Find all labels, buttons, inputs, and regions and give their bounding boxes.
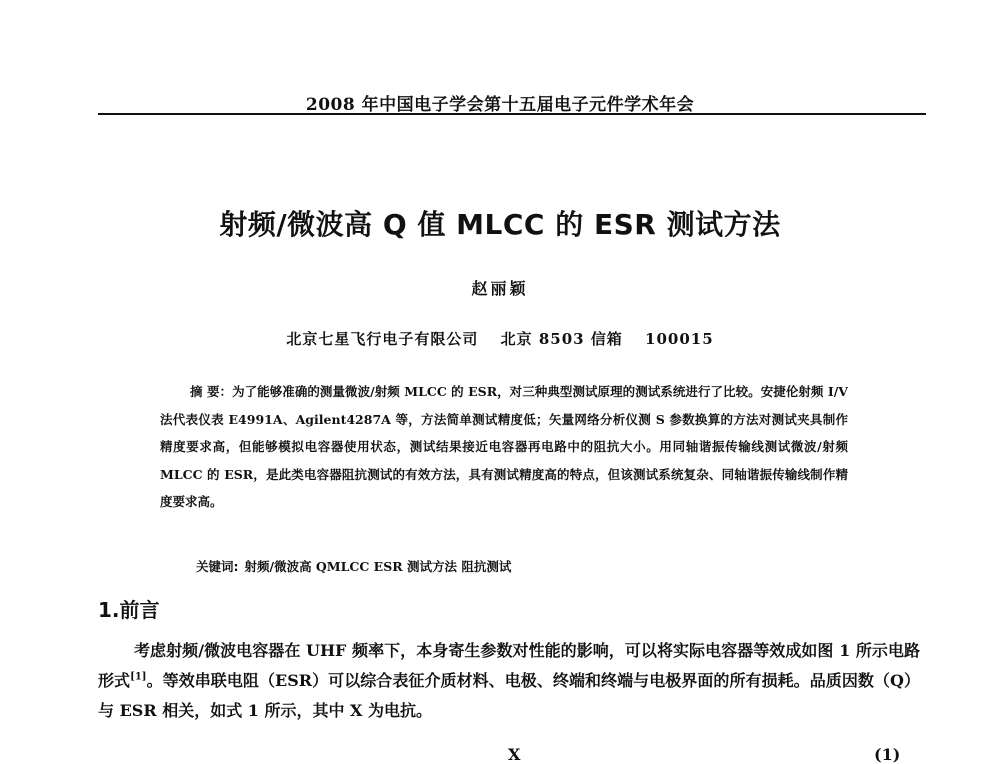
header-rule [98, 113, 926, 115]
body-text-part1: 考虑射频/微波电容器在 UHF 频率下，本身寄生参数对性能的影响，可以将实际电容器等效成如图 1 所示电路形式 [98, 641, 920, 690]
body-paragraph [98, 636, 920, 726]
affiliation-organization: 北京七星飞行电子有限公司 [286, 330, 479, 348]
section-heading: 1.前言 [98, 598, 160, 622]
keywords [196, 557, 511, 577]
abstract-text: 为了能够准确的测量微波/射频 MLCC 的 ESR，对三种典型测试原理的测试系统进行了比较。安捷伦射频 I/V 法代表仪表 E4991A、Agilent4287A 等，方法简单测试精度低；矢量网络分析仪测 S 参数换算的方法对测试夹具制作精度要求高，但能够模拟电容器使用状态，测试结果接近电容器再电路中的阻抗大小。用同轴谐振传输线测试微波/射频 MLCC 的 ESR，是此类电容器阻抗测试的有效方法，具有测试精度高的特点，但该测试系统复杂、同轴谐振传输线制作精度要求高。 [160, 384, 848, 509]
affiliation-address: 北京 8503 信箱 [500, 330, 623, 348]
affiliation-postcode: 100015 [645, 330, 714, 348]
equation-numerator: X [508, 745, 521, 764]
keywords-text: 射频/微波高 QMLCC ESR 测试方法 阻抗测试 [244, 559, 512, 574]
paper-title: 射频/微波高 Q 值 MLCC 的 ESR 测试方法 [219, 208, 781, 241]
affiliation [0, 328, 1000, 349]
abstract [160, 378, 848, 516]
author-name: 赵丽颖 [471, 279, 529, 298]
abstract-label: 摘 要： [190, 384, 233, 399]
running-header: 2008 年中国电子学会第十五届电子元件学术年会 [305, 95, 695, 115]
citation-marker: [1] [130, 671, 147, 683]
body-text-part2: 。等效串联电阻（ESR）可以综合表征介质材料、电极、终端和终端与电极界面的所有损耗。品质因数（Q）与 ESR 相关，如式 1 所示，其中 X 为电抗。 [98, 671, 920, 720]
keywords-label: 关键词: [196, 559, 239, 574]
equation-number: (1) [874, 745, 901, 764]
